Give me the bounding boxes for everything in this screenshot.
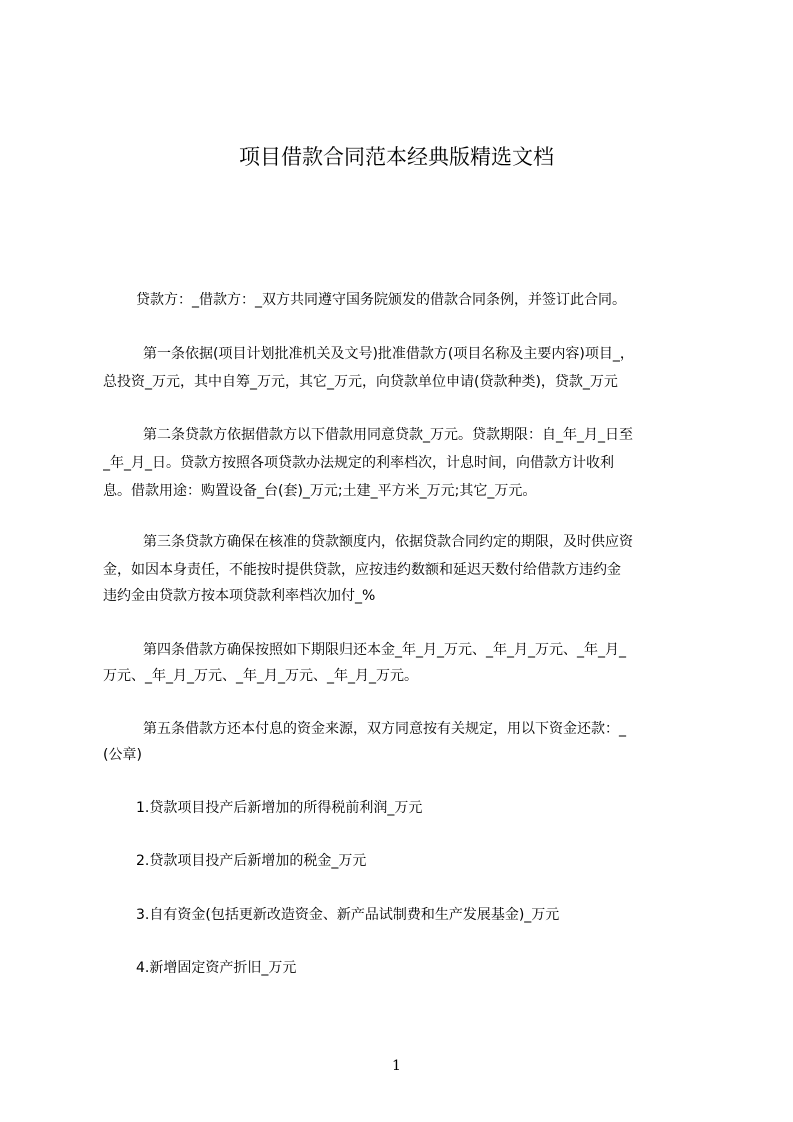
- list-item: 2.贷款项目投产后新增加的税金_万元: [136, 853, 367, 869]
- list-item: 1.贷款项目投产后新增加的所得税前利润_万元: [136, 800, 423, 816]
- list-item: 3.自有资金(包括更新改造资金、新产品试制费和生产发展基金)_万元: [136, 907, 560, 923]
- paragraph-line: 违约金由贷款方按本项贷款利率档次加付_%: [103, 588, 376, 604]
- paragraph-line: _年_月_日。贷款方按照各项贷款办法规定的利率档次，计息时间，向借款方计收利: [103, 455, 614, 471]
- paragraph-line: 第五条借款方还本付息的资金来源，双方同意按有关规定，用以下资金还款：_: [143, 721, 626, 737]
- paragraph-line: 贷款方：_借款方：_双方共同遵守国务院颁发的借款合同条例，并签订此合同。: [136, 292, 626, 308]
- page-number: 1: [392, 1058, 401, 1074]
- paragraph-line: 金，如因本身责任，不能按时提供贷款，应按违约数额和延迟天数付给借款方违约金: [103, 562, 621, 578]
- paragraph-line: 第一条依据(项目计划批准机关及文号)批准借款方(项目名称及主要内容)项目_，: [143, 346, 634, 362]
- paragraph-line: 第四条借款方确保按照如下期限归还本金_年_月_万元、_年_月_万元、_年_月_: [143, 642, 626, 658]
- document-title: 项目借款合同范本经典版精选文档: [239, 145, 554, 169]
- list-item: 4.新增固定资产折旧_万元: [136, 960, 297, 976]
- paragraph-line: 总投资_万元，其中自筹_万元，其它_万元，向贷款单位申请(贷款种类)，贷款_万元: [103, 374, 618, 390]
- paragraph-line: 万元、_年_月_万元、_年_月_万元、_年_月_万元。: [103, 668, 418, 684]
- paragraph-line: (公章): [103, 747, 142, 763]
- paragraph-line: 第二条贷款方依据借款方以下借款用同意贷款_万元。贷款期限：自_年_月_日至: [143, 427, 633, 443]
- paragraph-line: 息。借款用途：购置设备_台(套)_万元;土建_平方米_万元;其它_万元。: [103, 483, 537, 499]
- paragraph-line: 第三条贷款方确保在核准的贷款额度内，依据贷款合同约定的期限，及时供应资: [143, 534, 633, 550]
